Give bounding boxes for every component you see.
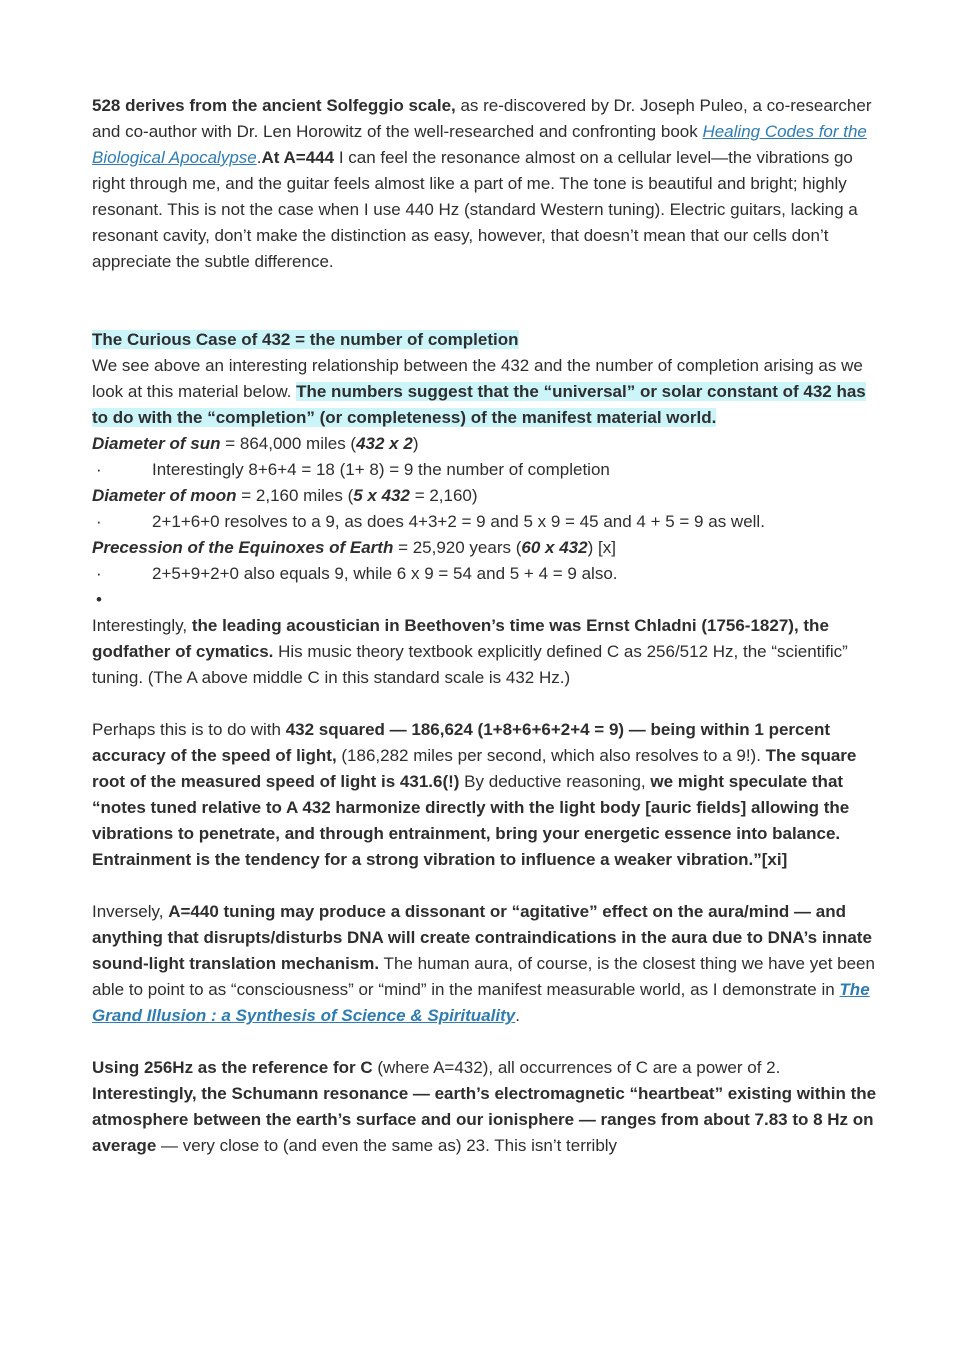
text-run: A=440 tuning may produce a dissonant or “agitative” effect on the aura/mind — and anything that disrupts/disturbs DNA will create contraindications in the aura due to DNA’s innate sound-light translation mechanism. xyxy=(92,902,872,973)
paragraph-528-solfeggio xyxy=(92,93,878,275)
text-run: the leading acoustician in Beethoven’s time was Ernst Chladni (1756-1827), the godfather of cymatics. xyxy=(92,616,829,661)
text-run: 2+5+9+2+0 also equals 9, while 6 x 9 = 54 and 5 + 4 = 9 also. xyxy=(152,564,618,583)
text-run: — very close to (and even the same as) 23. This isn’t terribly xyxy=(156,1136,618,1155)
bullet-marker-icon: · xyxy=(96,512,102,531)
text-run: = 25,920 years ( xyxy=(393,538,522,557)
text-run: Diameter of moon xyxy=(92,486,237,505)
text-run: as re-discovered by Dr. Joseph Puleo, a co-researcher and co-author with Dr. Len Horowitz of the well-researched and confronting book xyxy=(92,96,872,141)
text-run: 5 x 432 xyxy=(353,486,410,505)
line-diameter-of-moon xyxy=(92,483,878,509)
text-run: (186,282 miles per second, which also resolves to a 9!). xyxy=(336,746,766,765)
text-run: Interestingly, xyxy=(92,616,192,635)
text-run: ) xyxy=(412,434,419,453)
bullet-marker-icon: · xyxy=(96,460,102,479)
paragraph-spacer xyxy=(92,873,878,899)
hyperlink[interactable]: The Grand Illusion : a Synthesis of Science & Spirituality xyxy=(92,980,870,1025)
line-precession-equinoxes xyxy=(92,535,878,561)
text-run: 528 derives from the ancient Solfeggio scale, xyxy=(92,96,456,115)
paragraph-spacer xyxy=(92,1029,878,1055)
list-item-content xyxy=(152,457,610,483)
section-heading-curious-case-432 xyxy=(92,327,878,353)
text-run: The square root of the measured speed of light is 431.6(!) xyxy=(92,746,857,791)
text-run: (where A=432), all occurrences of C are a power of 2. xyxy=(372,1058,781,1077)
text-run: The human aura, of course, is the closest thing we have yet been able to point to as “consciousness” or “mind” in the manifest measurable world, as I demonstrate in xyxy=(92,954,875,999)
text-run: His music theory textbook explicitly defined C as 256/512 Hz, the “scientific” tuning. (The A above middle C in this standard scale is 432 Hz.) xyxy=(92,642,848,687)
text-run: . xyxy=(256,148,262,167)
paragraph-chladni xyxy=(92,613,878,691)
subitem-precession-digits xyxy=(92,561,878,587)
hyperlink[interactable]: Healing Codes for the Biological Apocalypse xyxy=(92,122,867,167)
text-run: I can feel the resonance almost on a cellular level—the vibrations go right through me, and the guitar feels almost like a part of me. The tone is beautiful and bright; highly resonant. This is not the case when I use 440 Hz (standard Western tuning). Electric guitars, lacking a resonant cavity, don’t make the distinction as easy, however, that doesn’t mean that our cells don’t appreciate the subtle difference. xyxy=(92,148,858,271)
text-run: = 2,160 miles ( xyxy=(236,486,354,505)
text-run: we might speculate that “notes tuned relative to A 432 harmonize directly with the light body [auric fields] allowing the vibrations to penetrate, and through entrainment, bring your energetic essence into balance. Entrainment is the tendency for a strong vibration to influence a weaker vibration.”[xi] xyxy=(92,772,850,869)
text-run: We see above an interesting relationship between the 432 and the number of completion arising as we look at this material below. xyxy=(92,356,863,401)
paragraph-432-squared-speed-of-light xyxy=(92,717,878,873)
paragraph-spacer xyxy=(92,275,878,327)
text-run: The Curious Case of 432 = the number of completion xyxy=(92,330,519,349)
text-run: The numbers suggest that the “universal” or solar constant of 432 has to do with the “completion” (or completeness) of the manifest material world. xyxy=(92,382,866,427)
subitem-sun-digits xyxy=(92,457,878,483)
list-item-content xyxy=(152,561,618,587)
text-run: 60 x 432 xyxy=(521,538,588,557)
text-run: At A=444 xyxy=(261,148,335,167)
text-run: 432 squared — 186,624 (1+8+6+6+2+4 = 9) — being within 1 percent accuracy of the speed of light, xyxy=(92,720,830,765)
subitem-moon-digits xyxy=(92,509,878,535)
text-run: Interestingly 8+6+4 = 18 (1+ 8) = 9 the number of completion xyxy=(152,460,610,479)
text-run: = 2,160) xyxy=(409,486,478,505)
text-run: 2+1+6+0 resolves to a 9, as does 4+3+2 = 9 and 5 x 9 = 45 and 4 + 5 = 9 as well. xyxy=(152,512,765,531)
document-body xyxy=(92,93,878,1159)
bullet-marker-icon: · xyxy=(96,564,102,583)
paragraph-spacer xyxy=(92,691,878,717)
text-run: Precession of the Equinoxes of Earth xyxy=(92,538,394,557)
text-run: 432 x 2 xyxy=(356,434,413,453)
line-diameter-of-sun xyxy=(92,431,878,457)
list-item-content xyxy=(152,509,765,535)
text-run: Perhaps this is to do with xyxy=(92,720,286,739)
paragraph-256hz-schumann xyxy=(92,1055,878,1159)
text-run: Inversely, xyxy=(92,902,169,921)
text-run: . xyxy=(515,1006,520,1025)
paragraph-432-completion xyxy=(92,353,878,431)
text-run: = 864,000 miles ( xyxy=(220,434,357,453)
text-run: Diameter of sun xyxy=(92,434,221,453)
bullet-marker-icon: • xyxy=(96,590,102,609)
empty-bullet xyxy=(92,587,878,613)
text-run: Interestingly, the Schumann resonance — earth’s electromagnetic “heartbeat” existing within the atmosphere between the earth’s surface and our ionisphere — ranges from about 7.83 to 8 Hz on average xyxy=(92,1084,877,1155)
paragraph-440-dissonant xyxy=(92,899,878,1029)
text-run: Using 256Hz as the reference for C xyxy=(92,1058,373,1077)
text-run: ) [x] xyxy=(587,538,616,557)
text-run: By deductive reasoning, xyxy=(459,772,651,791)
